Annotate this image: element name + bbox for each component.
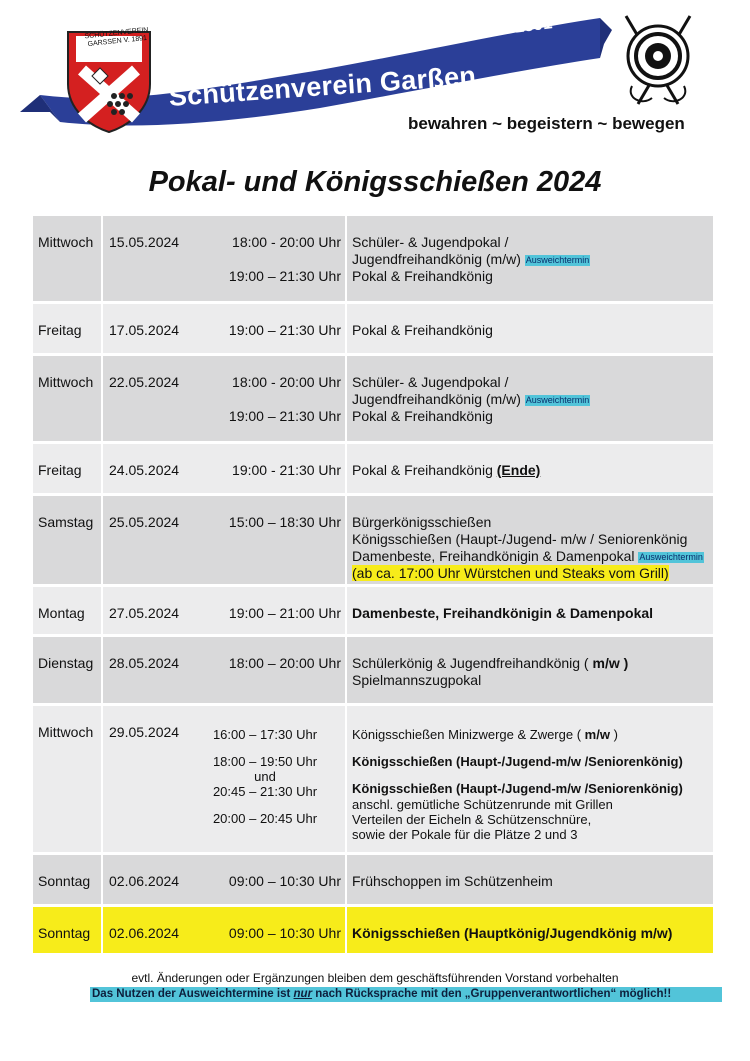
description: Damenbeste, Freihandkönigin & Damenpokal: [352, 605, 654, 621]
time: 18:00 - 20:00 Uhr 19:00 – 21:30 Uhr: [228, 374, 341, 424]
day: Freitag: [38, 462, 82, 478]
time: 19:00 - 21:30 Uhr: [232, 462, 341, 478]
time: 16:00 – 17:30 Uhr 18:00 – 19:50 Uhr und 20:45 – 21:30 Uhr 20:00 – 20:45 Uhr: [212, 727, 318, 826]
motto: bewahren ~ begeistern ~ bewegen: [408, 114, 685, 133]
date: 02.06.2024: [109, 925, 180, 941]
time: 18:00 - 20:00 Uhr 19:00 – 21:30 Uhr: [228, 234, 341, 284]
date: 02.06.2024: [109, 873, 180, 889]
date: 15.05.2024: [109, 234, 180, 250]
table-row: [33, 496, 713, 587]
header: [0, 0, 750, 150]
date: 25.05.2024: [109, 514, 180, 530]
description: Schülerkönig & Jugendfreihandkönig ( m/w ) Spielmannszugpokal: [352, 655, 629, 688]
day: Sonntag: [38, 925, 91, 941]
page-title: Pokal- und Königsschießen 2024: [148, 166, 602, 198]
description: Pokal & Freihandkönig (Ende): [352, 462, 541, 478]
day: Mittwoch: [38, 234, 94, 250]
date: 27.05.2024: [109, 605, 180, 621]
time: 09:00 – 10:30 Uhr: [228, 925, 341, 941]
description: Schüler- & Jugendpokal / Jugendfreihandkönig (m/w) Ausweichtermin Pokal & Freihandkönig: [352, 234, 590, 284]
target-rifles-emblem-icon: [612, 12, 704, 112]
grill-note: (ab ca. 17:00 Uhr Würstchen und Steaks vom Grill): [352, 565, 669, 581]
alternate-date-tag: Ausweichtermin: [525, 255, 590, 265]
day: Mittwoch: [38, 374, 94, 390]
table-row: [33, 444, 713, 496]
time: 18:00 – 20:00 Uhr: [228, 655, 341, 671]
date: 28.05.2024: [109, 655, 180, 671]
table-row: [33, 216, 713, 304]
crest-lettering: SCHÜTZENVEREIN GARSSEN V. 1891: [84, 26, 149, 49]
alternate-dates-note: Das Nutzen der Ausweichtermine ist nur nach Rücksprache mit den „Gruppenverantwortlichen“ möglich!!: [90, 987, 722, 1002]
day: Dienstag: [38, 655, 94, 671]
time: 19:00 – 21:30 Uhr: [228, 322, 341, 338]
time: 19:00 – 21:00 Uhr: [228, 605, 341, 621]
club-name: Schützenverein Garßen: [167, 60, 478, 113]
alternate-date-tag: Ausweichtermin: [525, 395, 590, 405]
day: Mittwoch: [38, 724, 94, 740]
alternate-date-tag: Ausweichtermin: [639, 552, 703, 562]
date: 24.05.2024: [109, 462, 180, 478]
schedule-table: [33, 216, 713, 956]
changes-note: evtl. Änderungen oder Ergänzungen bleiben dem geschäftsführenden Vorstand vorbehalten: [131, 971, 619, 985]
table-row: [33, 587, 713, 637]
day: Sonntag: [38, 873, 91, 889]
description: Frühschoppen im Schützenheim: [352, 873, 553, 889]
table-row: [33, 356, 713, 444]
founded-text: e.V. von 1891: [445, 13, 554, 46]
date: 29.05.2024: [109, 724, 180, 740]
table-row: [33, 637, 713, 706]
date: 22.05.2024: [109, 374, 180, 390]
day: Montag: [38, 605, 85, 621]
description: Bürgerkönigsschießen Königsschießen (Haupt-/Jugend- m/w / Seniorenkönig Damenbeste, Freihandkönigin & Damenpokal Ausweichtermin (ab ca. 17:00 Uhr Würstchen und Steaks vom Grill): [352, 514, 703, 581]
description: Pokal & Freihandkönig: [352, 322, 493, 338]
description: Schüler- & Jugendpokal / Jugendfreihandkönig (m/w) Ausweichtermin Pokal & Freihandkönig: [352, 374, 590, 424]
date: 17.05.2024: [109, 322, 180, 338]
table-row: [33, 907, 713, 956]
table-row: [33, 304, 713, 356]
end-marker: (Ende): [496, 462, 541, 478]
day: Samstag: [38, 514, 94, 530]
table-row: [33, 706, 713, 855]
description: Königsschießen (Hauptkönig/Jugendkönig m/w): [352, 925, 673, 941]
table-row: [33, 855, 713, 907]
day: Freitag: [38, 322, 82, 338]
time: 09:00 – 10:30 Uhr: [228, 873, 341, 889]
time: 15:00 – 18:30 Uhr: [228, 514, 341, 530]
description: Königsschießen Minizwerge & Zwerge ( m/w ) Königsschießen (Haupt-/Jugend-m/w /Seniorenkönig) Königsschießen (Haupt-/Jugend-m/w /Seniorenkönig) anschl. gemütliche Schützenrunde mit Grillen Verteilen der Eicheln & Schützenschnüre, sowie der Pokale für die Plätze 2 und 3: [352, 727, 683, 842]
